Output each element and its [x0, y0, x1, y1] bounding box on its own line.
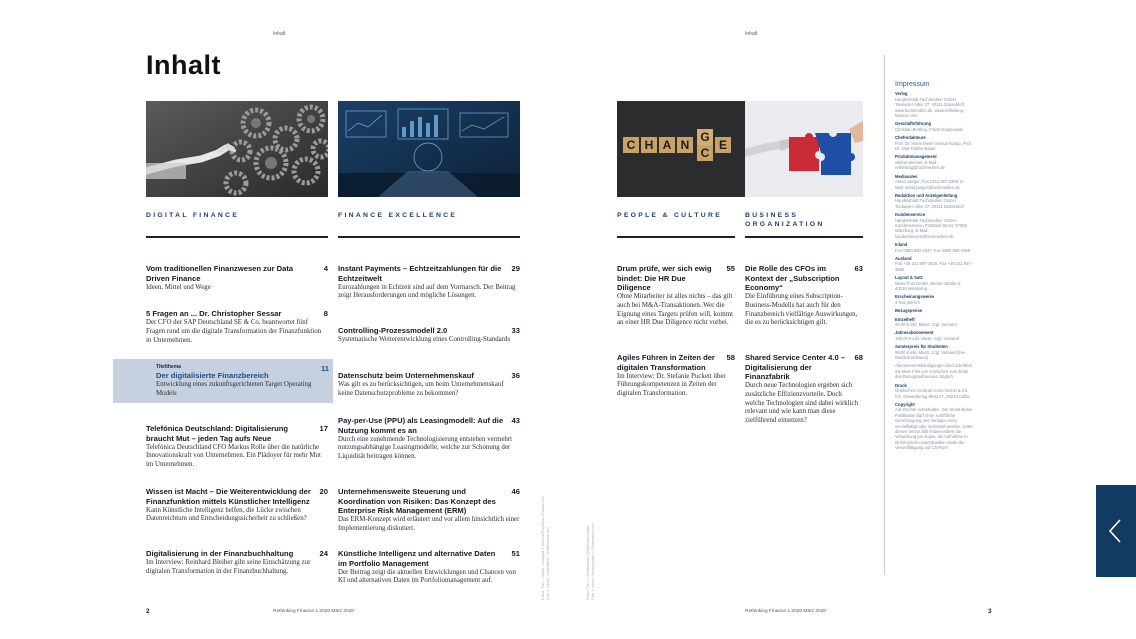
- toc-entry[interactable]: [338, 487, 520, 534]
- section-rule: [338, 236, 520, 238]
- footer-pub-right: Rethinking Finance 1.2020 März 2020: [745, 609, 827, 614]
- impressum: [895, 82, 973, 454]
- impressum-label: Erscheinungsweise: [895, 294, 935, 300]
- impressum-text: 99,00 € inkl. MwSt. zzgl. Versand (bei Studiennachweis): [895, 349, 965, 361]
- section-rule: [617, 236, 735, 238]
- impressum-text: 4-mal jährlich: [895, 299, 920, 305]
- entry-teaser: Systematische Weiterentwicklung eines Controlling-Standards: [338, 336, 511, 343]
- svg-text:C: C: [626, 138, 636, 152]
- impressum-divider: [884, 55, 885, 575]
- impressum-block: [895, 344, 973, 360]
- entry-teaser: Durch eine zunehmende Technologisierung entstehen vermehrt nutzungsabhängige Leasingmodelle, welche zur Schonung der Liquidität beitragen können.: [338, 435, 513, 461]
- toc-entry[interactable]: [745, 264, 863, 328]
- footer-pub-left: Rethinking Finance 1.2020 März 2020: [273, 609, 355, 614]
- entry-title: Shared Service Center 4.0 – Digitalisierung der Finanzfabrik: [745, 353, 846, 381]
- svg-text:C: C: [700, 146, 710, 160]
- toc-entry[interactable]: [146, 309, 328, 345]
- entry-teaser: Was gilt es zu berücksichtigen, um beim Unternehmenskauf keine Datenschutzprobleme zu bekommen?: [338, 381, 504, 397]
- entry-teaser: Ohne Mitarbeiter ist alles nichts – das gilt auch bei M&A-Transaktionen. Wer die Eignung eines Targets prüfen will, kommt an einer HR Due Diligence nicht vorbei.: [617, 293, 734, 327]
- impressum-label: Druck: [895, 382, 907, 388]
- impressum-block: [895, 275, 973, 291]
- impressum-block: [895, 383, 973, 399]
- svg-text:A: A: [662, 138, 672, 152]
- impressum-label: Chefredakteure: [895, 135, 926, 141]
- toc-entry[interactable]: [617, 264, 735, 328]
- impressum-label: Geschäftsführung: [895, 121, 932, 127]
- entry-title: Unternehmensweite Steuerung und Koordination von Risiken: Das Konzept des Enterprise Risk Management (ERM): [338, 487, 496, 515]
- toc-entry[interactable]: [338, 371, 520, 399]
- impressum-label: Jahresabonnement: [895, 330, 934, 336]
- impressum-text: Fon 0800 000-1637, Fax 0800 000-2959: [895, 247, 971, 253]
- entry-title: Telefónica Deutschland: Digitalisierung braucht Mut – jeden Tag aufs Neue: [146, 424, 289, 443]
- entry-teaser: Eurozahlungen in Echtzeit sind auf dem Vormarsch. Der Beitrag zeigt Herausforderungen und mögliche Lösungen.: [338, 283, 516, 300]
- section-rule: [146, 236, 328, 238]
- impressum-label: Verlag: [895, 91, 908, 97]
- toc-entry-highlight[interactable]: [113, 359, 333, 403]
- impressum-text: Abonnementskündigungen sind schriftlich mit einer Frist von 6 Wochen zum Ende des Bezugszeitraumes möglich.: [895, 363, 973, 380]
- entry-page: 63: [854, 264, 863, 273]
- entry-page: 58: [726, 353, 735, 362]
- credit-line: Fotos: Titel — Shutterstock / DiagnosticImages: [586, 525, 590, 600]
- impressum-block: [895, 91, 973, 118]
- entry-teaser: Der CFO der SAP Deutschland SE & Co. beantwortet fünf Fragen rund um die digitale Transformation der Finanzfunktion in Unternehmen.: [146, 319, 322, 344]
- impressum-text: Astrid Jaeger, Fon 0211 887-2300, E-Mail: astrid.jaeger@fachmedien.de: [895, 179, 965, 190]
- chevron-left-icon: [1096, 485, 1136, 577]
- impressum-label: Layout & Satz: [895, 275, 923, 281]
- page-title: Inhalt: [146, 50, 221, 80]
- running-head-left: Inhalt: [273, 31, 286, 37]
- photo-credits-2: [586, 490, 596, 600]
- entry-teaser: Im Interview: Dr. Stefanie Puckett über Führungskompetenzen in Zeiten der digitalen Transformation.: [617, 372, 726, 398]
- impressum-label: Copyright: [895, 401, 915, 407]
- impressum-text: 46,00 € inkl. MwSt. zzgl. Versand: [895, 322, 957, 328]
- impressum-block: [895, 212, 973, 239]
- impressum-text: Handelsblatt Fachmedien GmbH, Kundenservice, Postfach 92 54, 97092 Würzburg, E-Mail: kundenservice@fachmedien.de: [895, 217, 967, 239]
- impressum-label: Produktmanagement: [895, 154, 937, 160]
- entry-teaser: Die Einführung eines Subscription-Business-Modells hat auch für den Finanzbereich vielfältige Auswirkungen, die es zu berücksichtigen gilt.: [745, 293, 858, 327]
- entry-title: Wissen ist Macht – Die Weiterentwicklung der Finanzfunktion mittels Künstlicher Intelligenz: [146, 487, 311, 506]
- entry-title: Der digitalisierte Finanzbereich: [156, 371, 269, 380]
- entry-title: Controlling-Prozessmodell 2.0: [338, 326, 448, 335]
- page-number-right: 3: [988, 608, 992, 615]
- section-business-organization: BUSINESS ORGANIZATION: [745, 212, 825, 228]
- entry-page: 20: [319, 487, 328, 496]
- impressum-text: Christian Bertling, Frank Gropkowski: [895, 126, 963, 132]
- svg-text:N: N: [680, 138, 690, 152]
- toc-entry[interactable]: [617, 353, 735, 399]
- credit-line: Fotos: Titel — istock / knagaba 4 Viktoriia Pogodina • Fotolia.com: [541, 496, 545, 600]
- entry-title: Instant Payments – Echtzeitzahlungen für die Echtzeitwelt: [338, 264, 502, 283]
- entry-page: 36: [511, 371, 520, 380]
- section-rule: [745, 236, 863, 238]
- impressum-label: Bezugspreise: [895, 308, 923, 314]
- entry-page: 51: [511, 549, 520, 558]
- impressum-block: [895, 154, 973, 170]
- entry-page: 11: [320, 364, 329, 373]
- entry-teaser: Kann Künstliche Intelligenz helfen, die Lücke zwischen Datenreichtum und Entscheidungssicherheit zu schließen?: [146, 506, 307, 523]
- next-page-button[interactable]: [1096, 485, 1136, 577]
- entry-title: Drum prüfe, wer sich ewig bindet: Die HR Due Diligence: [617, 264, 712, 292]
- impressum-label: Kundenservice: [895, 212, 926, 218]
- finance-dashboard-image: [338, 101, 520, 197]
- entry-teaser: Der Beitrag zeigt die aktuellen Entwicklungen und Chancen von KI und alternativen Daten im Portfoliomanagement auf.: [338, 568, 516, 585]
- impressum-text: Handelsblatt Fachmedien GmbH, Toulouser Allee 27, 40211 Düsseldorf, www.fachmedien.de, www.rethinking-finance.com: [895, 96, 966, 119]
- entry-teaser: Durch neue Technologien ergeben sich zusätzliche Effizienzvorteile. Doch welche Technologien sind dabei wirklich relevant und wie kann man diese zielführend einsetzen?: [745, 382, 859, 425]
- svg-text:G: G: [700, 130, 710, 144]
- impressum-label: Mediasales: [895, 173, 918, 179]
- impressum-text: Alle Rechte vorbehalten. Der Inhalt dieser Publikation darf ohne schriftliche Genehmigung des Verlages nicht vervielfältigt oder verbreitet werden. Unter dieses Verbot fällt insbesondere die Verwertung per Kopie, die Aufnahme in elektronische Datenbanken sowie die Vervielfältigung auf CD-Rom.: [895, 407, 973, 451]
- entry-title: 5 Fragen an ... Dr. Christopher Sessar: [146, 309, 282, 318]
- entry-teaser: Entwicklung eines zukunftsgerichteten Target Operating Models: [156, 381, 312, 397]
- entry-page: 33: [511, 326, 520, 335]
- entry-teaser: Telefónica Deutschland CFO Markus Rolle über die natürliche Innovationskraft von Unternehmen. Ein Plädoyer für mehr Mut im Unternehmen.: [146, 443, 321, 469]
- impressum-block: [895, 242, 973, 253]
- impressum-label: Redaktion und Anzeigenleitung: [895, 192, 958, 198]
- impressum-block: [895, 135, 973, 151]
- toc-entry[interactable]: [338, 264, 520, 301]
- entry-page: 46: [511, 487, 520, 496]
- credit-line: Foto 1: istock / Ornitolograph • Shutterstock.com: [591, 522, 595, 600]
- entry-page: 24: [319, 549, 328, 558]
- photo-credits-1: [541, 490, 551, 600]
- impressum-text: Mees Post GmbH, Berner Straße 2, 40219 Wesseling: [895, 280, 962, 291]
- impressum-label: Einzelheft: [895, 316, 915, 322]
- impressum-text: Grafisches Centrum Cuno GmbH & Co. KG, Gewerbering West 27, 39240 Calbe: [895, 388, 970, 399]
- entry-page: 4: [323, 264, 328, 273]
- toc-entry[interactable]: [338, 326, 520, 345]
- entry-page: 43: [511, 416, 520, 425]
- credit-line: Foto 1: istock / VectorMine • Shutterstock.com: [546, 526, 550, 600]
- entry-title: Agiles Führen in Zeiten der digitalen Transformation: [617, 353, 715, 372]
- robot-gears-image: [146, 101, 328, 197]
- entry-page: 8: [323, 309, 328, 318]
- impressum-block: [895, 193, 973, 209]
- impressum-block: [895, 317, 973, 328]
- section-digital-finance: DIGITAL FINANCE: [146, 212, 240, 219]
- impressum-title: Impressum: [895, 81, 930, 88]
- impressum-block: [895, 330, 973, 341]
- impressum-block: [895, 363, 973, 379]
- section-finance-excellence: FINANCE EXCELLENCE: [338, 212, 458, 219]
- entry-title: Digitalisierung in der Finanzbuchhaltung: [146, 549, 294, 558]
- svg-text:H: H: [644, 138, 654, 152]
- impressum-text: Handelsblatt Fachmedien GmbH, Toulouser Allee 27, 40211 Düsseldorf: [895, 198, 965, 209]
- toc-entry[interactable]: [146, 264, 328, 292]
- impressum-block: [895, 256, 973, 272]
- impressum-label: Inland: [895, 242, 908, 248]
- impressum-text: Fon +49 211 887-3630, Fax +49 211 887-3685: [895, 261, 973, 272]
- toc-entry[interactable]: [146, 549, 328, 577]
- impressum-text: Prof. Dr. Hans-Dieter Sessar-Karpp, Prof. Dr. Uwe Kribbe-Bauer: [895, 140, 972, 152]
- impressum-block: [895, 308, 973, 313]
- toc-entry[interactable]: [745, 353, 863, 426]
- impressum-label: Sonderpreis für Studenten: [895, 344, 948, 350]
- entry-page: 55: [726, 264, 735, 273]
- impressum-text: Stefan Wenzel, E-Mail: rethinking@fachmedien.de: [895, 159, 945, 171]
- section-people-culture: PEOPLE & CULTURE: [617, 212, 723, 219]
- entry-teaser: Ideen, Mittel und Wege: [146, 283, 211, 291]
- page-number-left: 2: [146, 608, 150, 615]
- toc-entry[interactable]: [338, 416, 520, 462]
- toc-entry[interactable]: [146, 487, 328, 524]
- entry-page: 68: [854, 353, 863, 362]
- entry-title: Die Rolle des CFOs im Kontext der „Subscription Economy“: [745, 264, 840, 292]
- entry-title: Künstliche Intelligenz und alternative Daten im Portfolio Management: [338, 549, 496, 568]
- toc-entry[interactable]: [146, 424, 328, 470]
- entry-teaser: Im Interview: Reinhard Bleiber gibt seine Einschätzung zur digitalen Transformation in der Finanzbuchhaltung.: [146, 559, 311, 575]
- entry-title: Pay-per-Use (PPU) als Leasingmodell: Auf die Nutzung kommt es an: [338, 416, 504, 435]
- impressum-block: [895, 174, 973, 190]
- impressum-block: [895, 402, 973, 451]
- entry-title: Datenschutz beim Unternehmenskauf: [338, 371, 474, 380]
- impressum-block: [895, 121, 973, 132]
- impressum-text: 159,00 € inkl. MwSt. zzgl. Versand: [895, 335, 960, 341]
- impressum-block: [895, 294, 973, 305]
- impressum-label: Ausland: [895, 255, 912, 261]
- entry-page: 17: [319, 424, 328, 433]
- entry-kicker: Titelthema: [156, 364, 181, 370]
- entry-title: Vom traditionellen Finanzwesen zur Data Driven Finance: [146, 264, 294, 283]
- entry-page: 29: [511, 264, 520, 273]
- entry-teaser: Das ERM-Konzept wird erläutert und vor allem hinsichtlich einer Implementierung diskutiert.: [338, 516, 520, 532]
- toc-entry[interactable]: [338, 549, 520, 586]
- svg-text:E: E: [718, 138, 728, 152]
- running-head-right: Inhalt: [745, 31, 758, 37]
